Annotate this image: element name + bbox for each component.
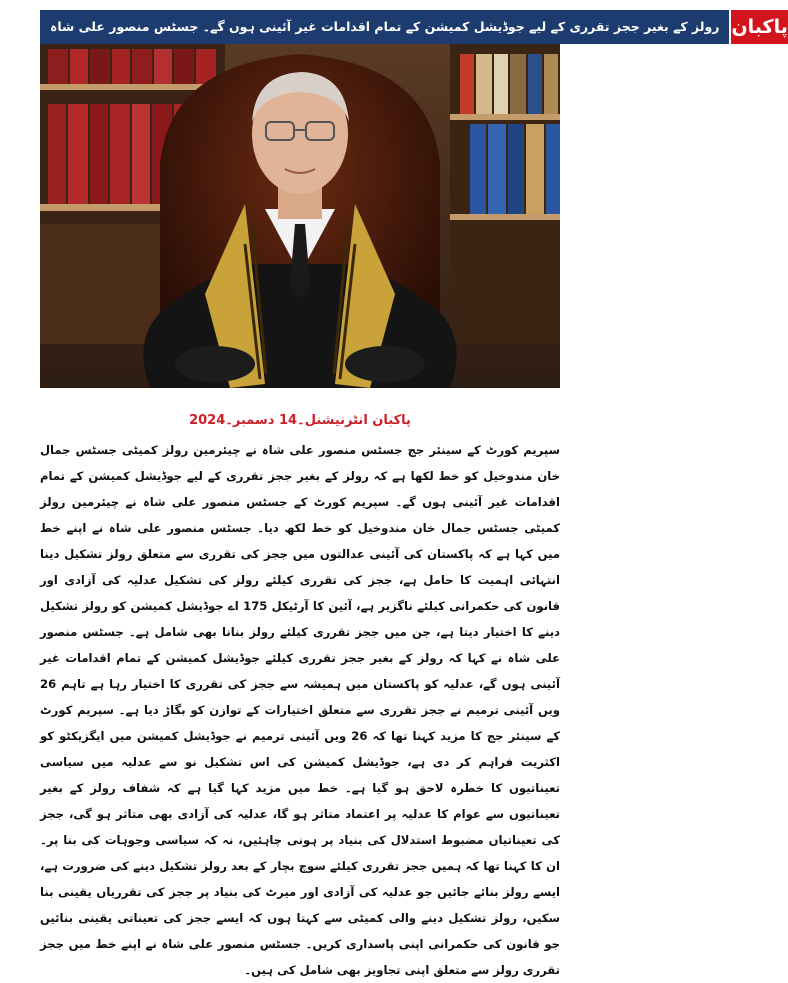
article-body: سپریم کورٹ کے سینئر جج جسٹس منصور علی شاہ نے چیئرمین رولز کمیٹی جسٹس جمال خان مندوخیل کو خط لکھا ہے کہ رولز کے بغیر ججز تقرری کے لیے جوڈیشل کمیشن کے تمام اقدامات غیر آئینی ہوں گے۔ سپریم کورٹ کے جسٹس منصور علی شاہ نے چیئرمین رولز کمیٹی جسٹس جمال خان مندوخیل کو خط لکھ دیا۔ جسٹس منصور علی شاہ نے اپنے خط میں کہا ہے کہ پاکستان کی آئینی عدالتوں میں ججز کی تقرری سے متعلق رولز تشکیل دینا انتہائی اہمیت کا حامل ہے، ججز کی تقرری کیلئے رولز کی تشکیل عدلیہ کی آزادی اور قانون کی حکمرانی کیلئے ناگزیر ہے، آئین کا آرٹیکل 175 اے جوڈیشل کمیشن کو رولز تشکیل دینے کا اختیار دیتا ہے، جن میں ججز تقرری کیلئے رولز بنانا بھی شامل ہے۔ جسٹس منصور علی شاہ نے کہا کہ رولز کے بغیر ججز تقرری کیلئے جوڈیشل کمیشن کے تمام اقدامات غیر آئینی ہوں گے، عدلیہ کو پاکستان میں ہمیشہ سے ججز کی تقرری کا اختیار رہا ہے تاہم 26 ویں آئینی ترمیم نے ججز تقرری سے متعلق اختیارات کے توازن کو بگاڑ دیا ہے۔ سپریم کورٹ کے سینئر جج کا مزید کہنا تھا کہ 26 ویں آئینی ترمیم نے جوڈیشل کمیشن میں ایگزیکٹو کو اکثریت فراہم کر دی ہے، جوڈیشل کمیشن کی اس تشکیل نو سے عدلیہ میں سیاسی تعیناتیوں کا خطرہ لاحق ہو گیا ہے۔ خط میں مزید کہا گیا ہے کہ شفاف رولز کے بغیر تعیناتیوں سے عوام کا عدلیہ پر اعتماد متاثر ہو گا، عدلیہ کی آزادی بھی متاثر ہو گی، ججز کی تعیناتیاں مضبوط استدلال کی بنیاد پر ہونی چاہئیں، نہ کہ سیاسی وجوہات کی بنا پر۔ ان کا کہنا تھا کہ ہمیں ججز تقرری کیلئے سوچ بچار کے بعد رولز تشکیل دینے کی ضرورت ہے، ایسے رولز بنائے جائیں جو عدلیہ کی آزادی اور میرٹ کی بنیاد پر ججز کی تقرریاں یقینی بنا سکیں، رولز تشکیل دینے والی کمیٹی سے کہتا ہوں کہ ایسے ججز کی تعیناتی یقینی بنائیں جو قانون کی حکمرانی اپنی پاسداری کریں۔ جسٹس منصور علی شاہ نے اپنے خط میں ججز تقرری رولز سے متعلق اپنی تجاویز بھی شامل کی ہیں۔ xyxy=(40,443,560,977)
header-bar xyxy=(40,10,788,44)
news-photo xyxy=(40,44,560,388)
judge-portrait-image xyxy=(40,44,560,388)
brand-logo: پاکبان xyxy=(729,10,787,44)
dateline: پاکبان انٹرنیشنل۔14 دسمبر۔2024 xyxy=(189,413,411,428)
headline: رولز کے بغیر ججز تقرری کے لیے جوڈیشل کمیشن کے تمام اقدامات غیر آئینی ہوں گے۔ جسٹس منصور علی شاہ xyxy=(40,10,729,44)
